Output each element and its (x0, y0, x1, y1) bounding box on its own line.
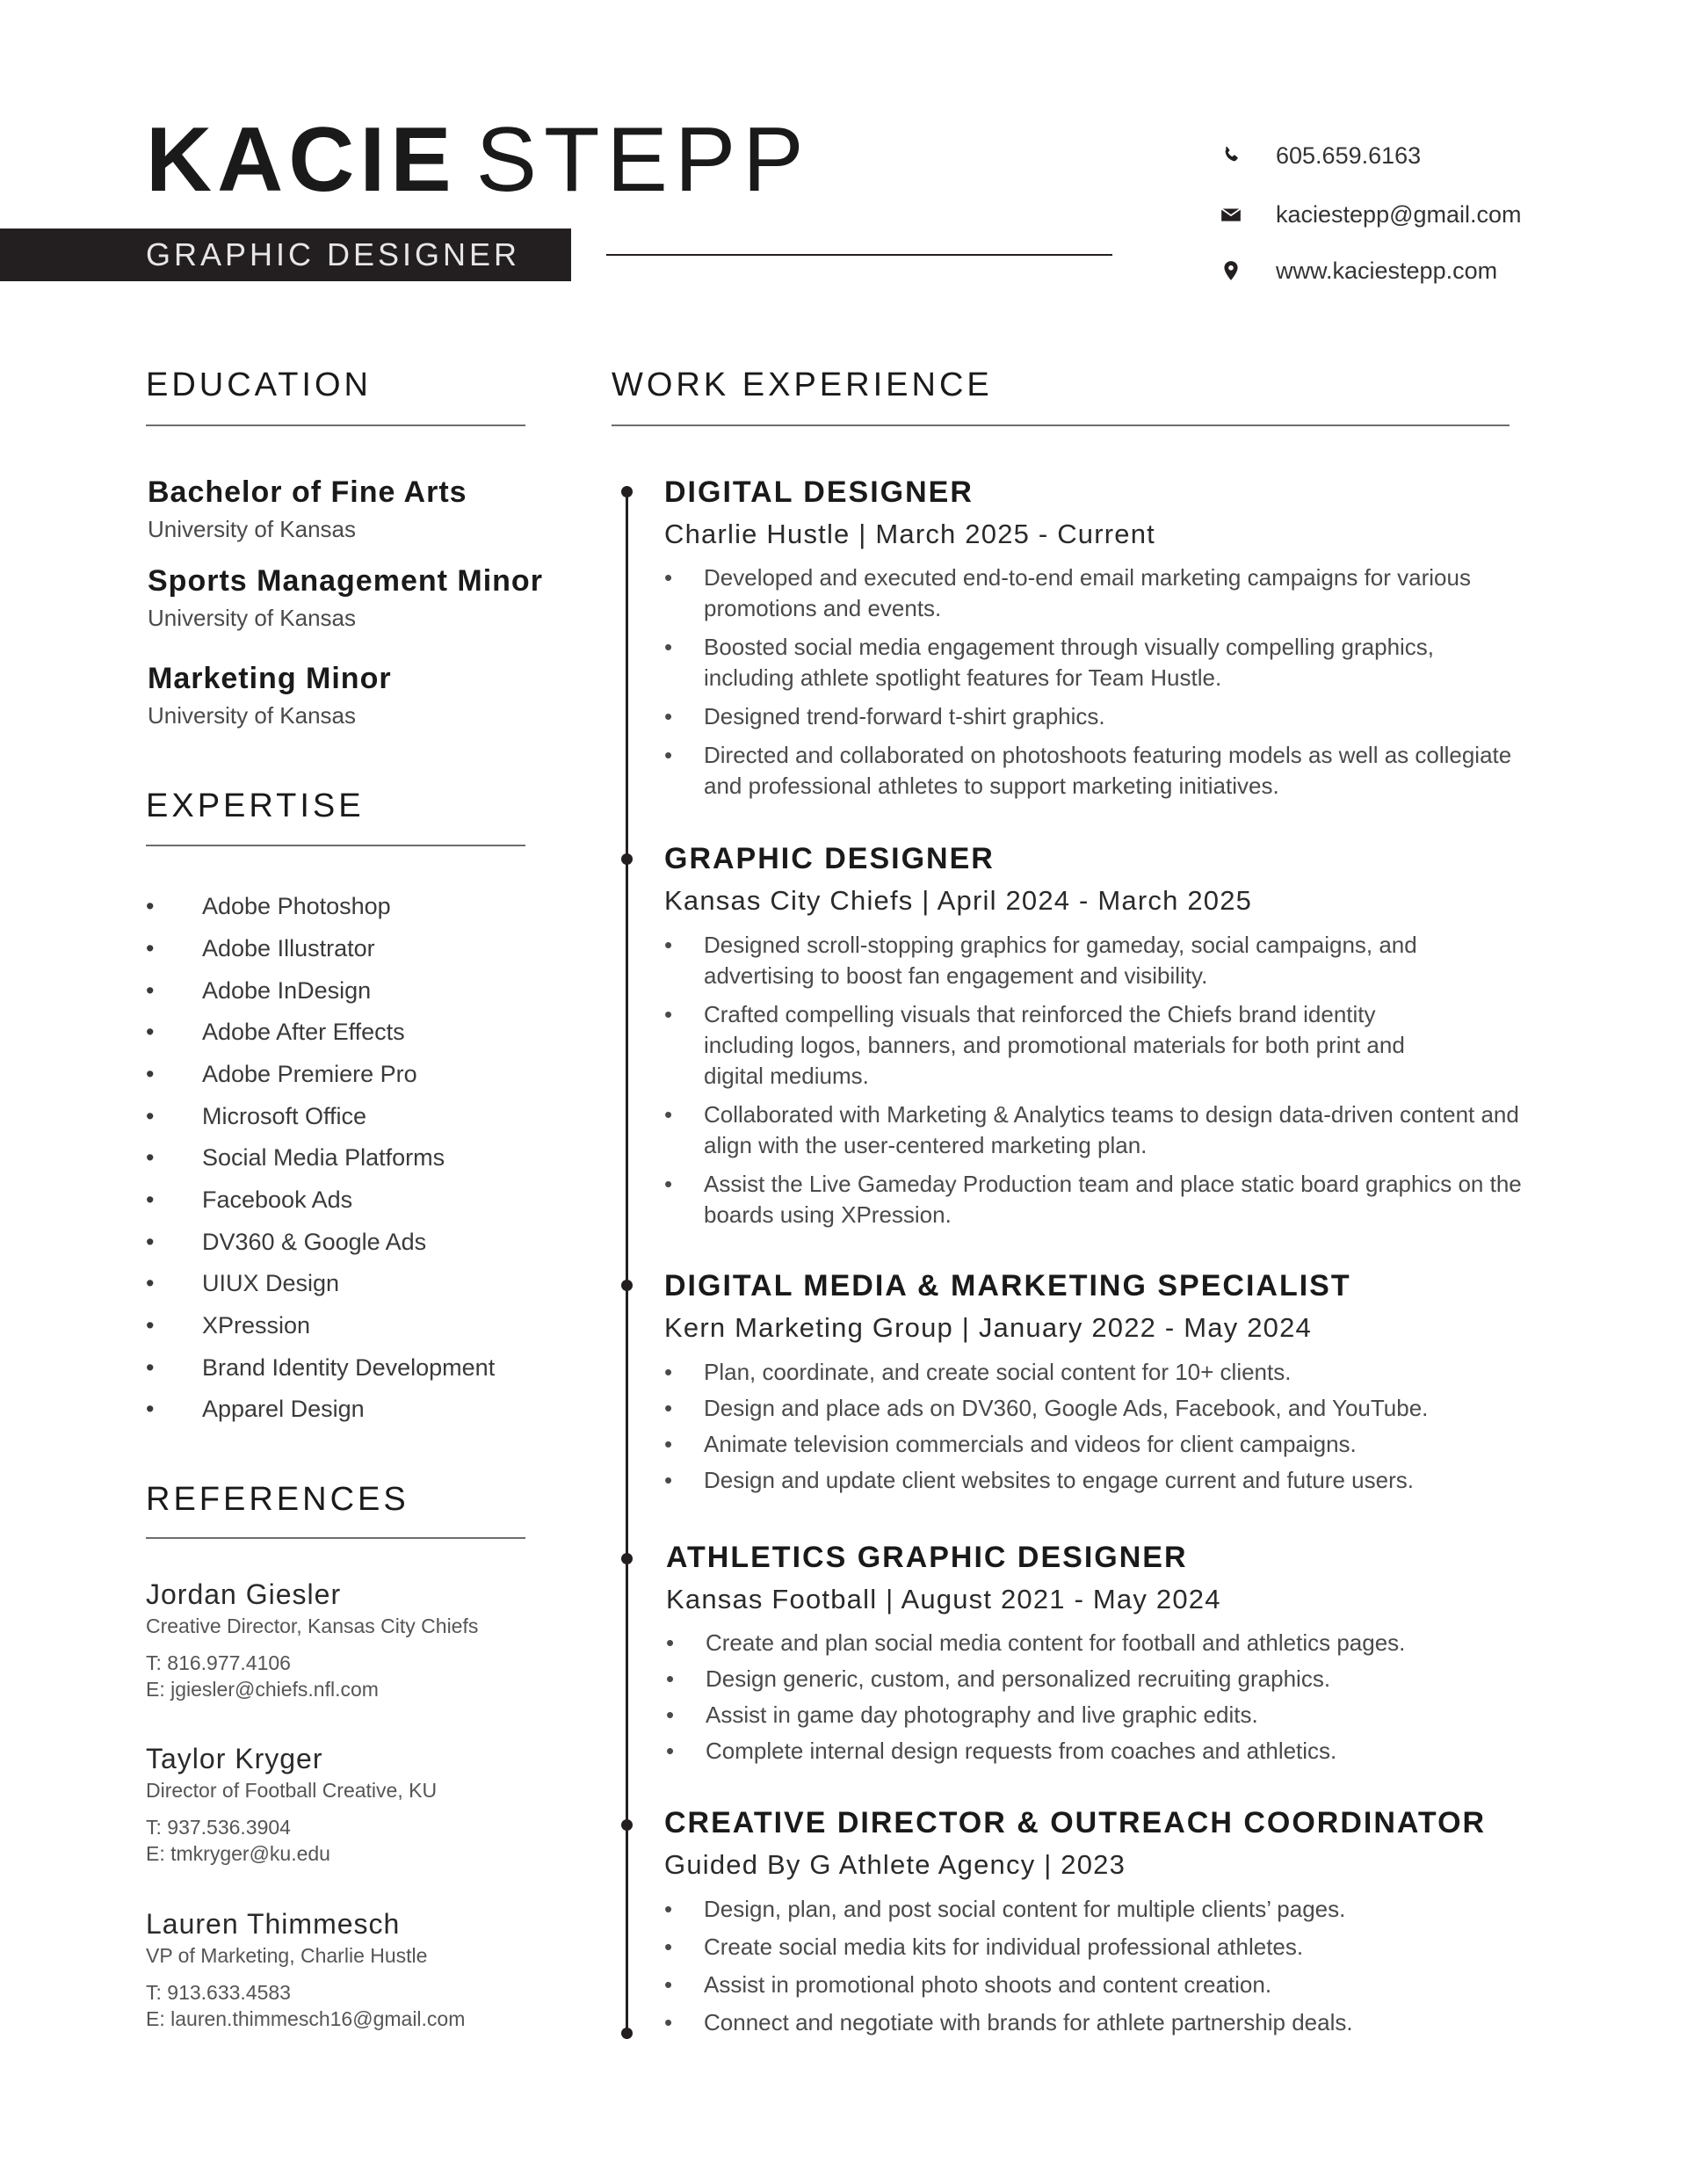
header-divider (606, 254, 1112, 256)
job-title: DIGITAL MEDIA & MARKETING SPECIALIST (664, 1269, 1351, 1302)
job-bullet: • Create social media kits for individual professional athletes. (664, 1932, 1552, 1963)
job-title: DIGITAL DESIGNER (664, 475, 974, 509)
education-degree: Bachelor of Fine Arts (148, 475, 467, 509)
website-text: www.kaciestepp.com (1276, 258, 1498, 284)
email-text: kaciestepp@gmail.com (1276, 201, 1522, 228)
reference-name: Jordan Giesler (146, 1578, 342, 1610)
reference-phone: T: 937.536.3904 (146, 1816, 291, 1839)
timeline-dot (621, 486, 633, 497)
job-bullet: • Assist the Live Gameday Production team and place static board graphics on the boards using XPression. (664, 1169, 1525, 1230)
job-company-dates: Kansas City Chiefs | April 2024 - March 2025 (664, 885, 1253, 916)
location-pin-icon (1220, 259, 1242, 282)
job-bullets (664, 1357, 1552, 1496)
job-bullet: • Animate television commercials and videos for client campaigns. (664, 1429, 1552, 1460)
education-degree: Marketing Minor (148, 662, 392, 695)
job-bullet: • Designed scroll-stopping graphics for gameday, social campaigns, and advertising to boost fan engagement and visibility. (664, 930, 1525, 991)
timeline-dot (621, 2028, 633, 2039)
job-bullet: • Developed and executed end-to-end email marketing campaigns for various promotions and events. (664, 562, 1525, 624)
reference-email: E: jgiesler@chiefs.nfl.com (146, 1678, 379, 1701)
job-company-dates: Guided By G Athlete Agency | 2023 (664, 1849, 1126, 1880)
references-heading: REFERENCES (146, 1481, 409, 1518)
job-title-banner-text: GRAPHIC DESIGNER (146, 236, 521, 272)
education-heading: EDUCATION (146, 366, 372, 403)
job-bullet: • Assist in game day photography and live graphic edits. (666, 1700, 1553, 1731)
job-bullets (664, 562, 1525, 802)
job-bullets (664, 1894, 1552, 2038)
job-company-dates: Kern Marketing Group | January 2022 - May 2024 (664, 1312, 1313, 1343)
phone-icon (1220, 144, 1242, 167)
timeline-dot (621, 853, 633, 865)
job-company-dates: Charlie Hustle | March 2025 - Current (664, 519, 1155, 549)
first-name: KACIE (146, 109, 457, 211)
work-experience-heading: WORK EXPERIENCE (612, 366, 993, 403)
reference-email: E: lauren.thimmesch16@gmail.com (146, 2007, 466, 2030)
education-school: University of Kansas (148, 702, 356, 729)
job-bullet: • Collaborated with Marketing & Analytics teams to design data-driven content and align with the user-centered marketing plan. (664, 1099, 1525, 1161)
references-divider (146, 1537, 525, 1539)
reference-phone: T: 816.977.4106 (146, 1651, 291, 1674)
job-bullet: • Crafted compelling visuals that reinforced the Chiefs brand identity including logos, banners, and promotional materials for both print and digital mediums. (664, 999, 1459, 1092)
job-bullet: • Complete internal design requests from coaches and athletics. (666, 1736, 1553, 1767)
phone-text: 605.659.6163 (1276, 142, 1422, 169)
timeline-dot (621, 1553, 633, 1564)
job-bullet: • Design generic, custom, and personalized recruiting graphics. (666, 1664, 1553, 1694)
timeline-dot (621, 1819, 633, 1831)
reference-name: Taylor Kryger (146, 1743, 323, 1774)
resume-name (146, 109, 811, 211)
reference-role: Creative Director, Kansas City Chiefs (146, 1614, 479, 1637)
job-title: CREATIVE DIRECTOR & OUTREACH COORDINATOR (664, 1806, 1487, 1839)
timeline-dot (621, 1280, 633, 1291)
reference-email: E: tmkryger@ku.edu (146, 1842, 330, 1865)
job-bullet: • Directed and collaborated on photoshoots featuring models as well as collegiate and professional athletes to support marketing initiatives. (664, 740, 1525, 802)
education-school: University of Kansas (148, 605, 356, 631)
job-bullet: • Assist in promotional photo shoots and content creation. (664, 1970, 1552, 2000)
job-title: GRAPHIC DESIGNER (664, 842, 995, 875)
reference-name: Lauren Thimmesch (146, 1908, 401, 1940)
reference-phone: T: 913.633.4583 (146, 1981, 291, 2004)
timeline-line (626, 492, 628, 2039)
expertise-heading: EXPERTISE (146, 787, 365, 824)
education-degree: Sports Management Minor (148, 564, 543, 598)
job-bullet: • Boosted social media engagement through visually compelling graphics, including athlete spotlight features for Team Hustle. (664, 632, 1525, 693)
reference-role: Director of Football Creative, KU (146, 1779, 438, 1802)
job-bullet: • Create and plan social media content for football and athletics pages. (666, 1628, 1553, 1658)
job-title: ATHLETICS GRAPHIC DESIGNER (666, 1541, 1188, 1574)
reference-role: VP of Marketing, Charlie Hustle (146, 1944, 428, 1967)
job-bullet: • Connect and negotiate with brands for athlete partnership deals. (664, 2007, 1552, 2038)
job-bullet: • Plan, coordinate, and create social content for 10+ clients. (664, 1357, 1552, 1388)
job-bullets (664, 930, 1525, 1230)
last-name: STEPP (475, 109, 811, 211)
job-bullet: • Design and update client websites to engage current and future users. (664, 1465, 1552, 1496)
email-icon (1220, 203, 1242, 226)
job-bullet: • Design and place ads on DV360, Google Ads, Facebook, and YouTube. (664, 1393, 1552, 1424)
job-bullet: • Designed trend-forward t-shirt graphics. (664, 701, 1525, 732)
job-bullet: • Design, plan, and post social content for multiple clients’ pages. (664, 1894, 1552, 1925)
education-divider (146, 424, 525, 426)
education-school: University of Kansas (148, 516, 356, 542)
job-company-dates: Kansas Football | August 2021 - May 2024 (666, 1584, 1221, 1614)
job-bullets (666, 1628, 1553, 1767)
expertise-divider (146, 845, 525, 846)
work-experience-divider (612, 424, 1510, 426)
